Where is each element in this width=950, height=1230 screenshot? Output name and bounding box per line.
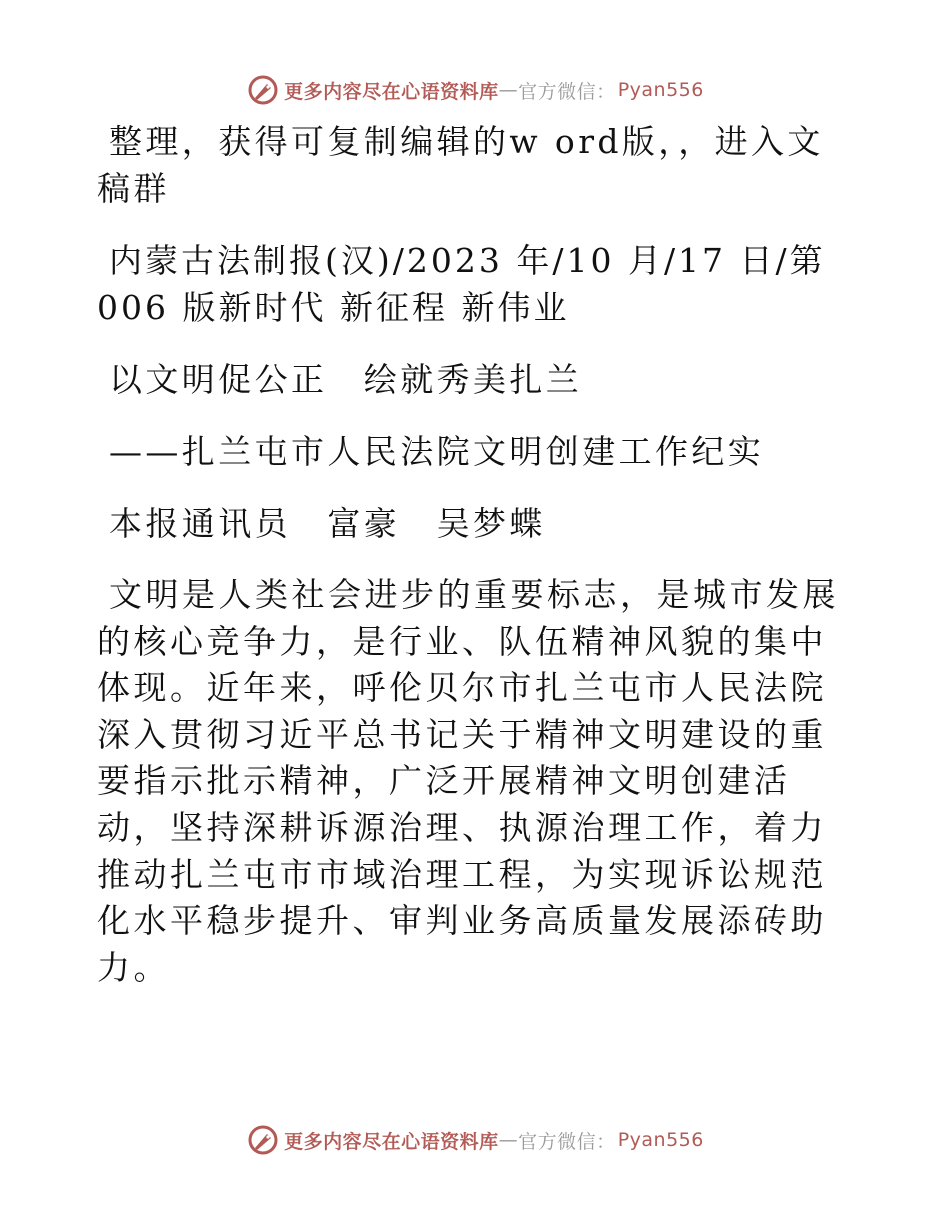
pen-nib-circle-icon [246,73,280,107]
article-paragraph: 文明是人类社会进步的重要标志，是城市发展的核心竞争力，是行业、队伍精神风貌的集中体现。近年来，呼伦贝尔市扎兰屯市人民法院深入贯彻习近平总书记关于精神文明建设的重要指示批示精神，广泛开展精神文明创建活动，坚持深耕诉源治理、执源治理工作，着力推动扎兰屯市市域治理工程，为实现诉讼规范化水平稳步提升、审判业务高质量发展添砖助力。 [97,575,839,987]
watermark-wechat-label: 官方微信： [518,80,616,103]
watermark-wechat-id: Pyan556 [617,1129,704,1151]
watermark-dash: — [498,79,519,101]
article-title: 以文明促公正 绘就秀美扎兰 [109,360,583,399]
document-body [97,118,857,991]
watermark-dash: — [498,1129,519,1151]
pen-nib-circle-icon [246,1123,280,1157]
source-line: 内蒙古法制报(汉)/2023 年/10 月/17 日/第 006 版新时代 新征程 新伟业 [97,241,826,327]
watermark-text: 更多内容尽在心语资料库 [284,80,499,103]
watermark-wechat-id: Pyan556 [617,79,704,101]
watermark-banner-top [0,70,950,110]
watermark-text: 更多内容尽在心语资料库 [284,1130,499,1153]
article-byline: 本报通讯员 富豪 吴梦蝶 [109,504,546,543]
watermark-wechat-label: 官方微信： [518,1130,616,1153]
watermark-banner-bottom [0,1120,950,1160]
header-note: 整理，获得可复制编辑的w ord版，，进入文稿群 [97,122,824,208]
article-subtitle: ——扎兰屯市人民法院文明创建工作纪实 [109,432,765,471]
